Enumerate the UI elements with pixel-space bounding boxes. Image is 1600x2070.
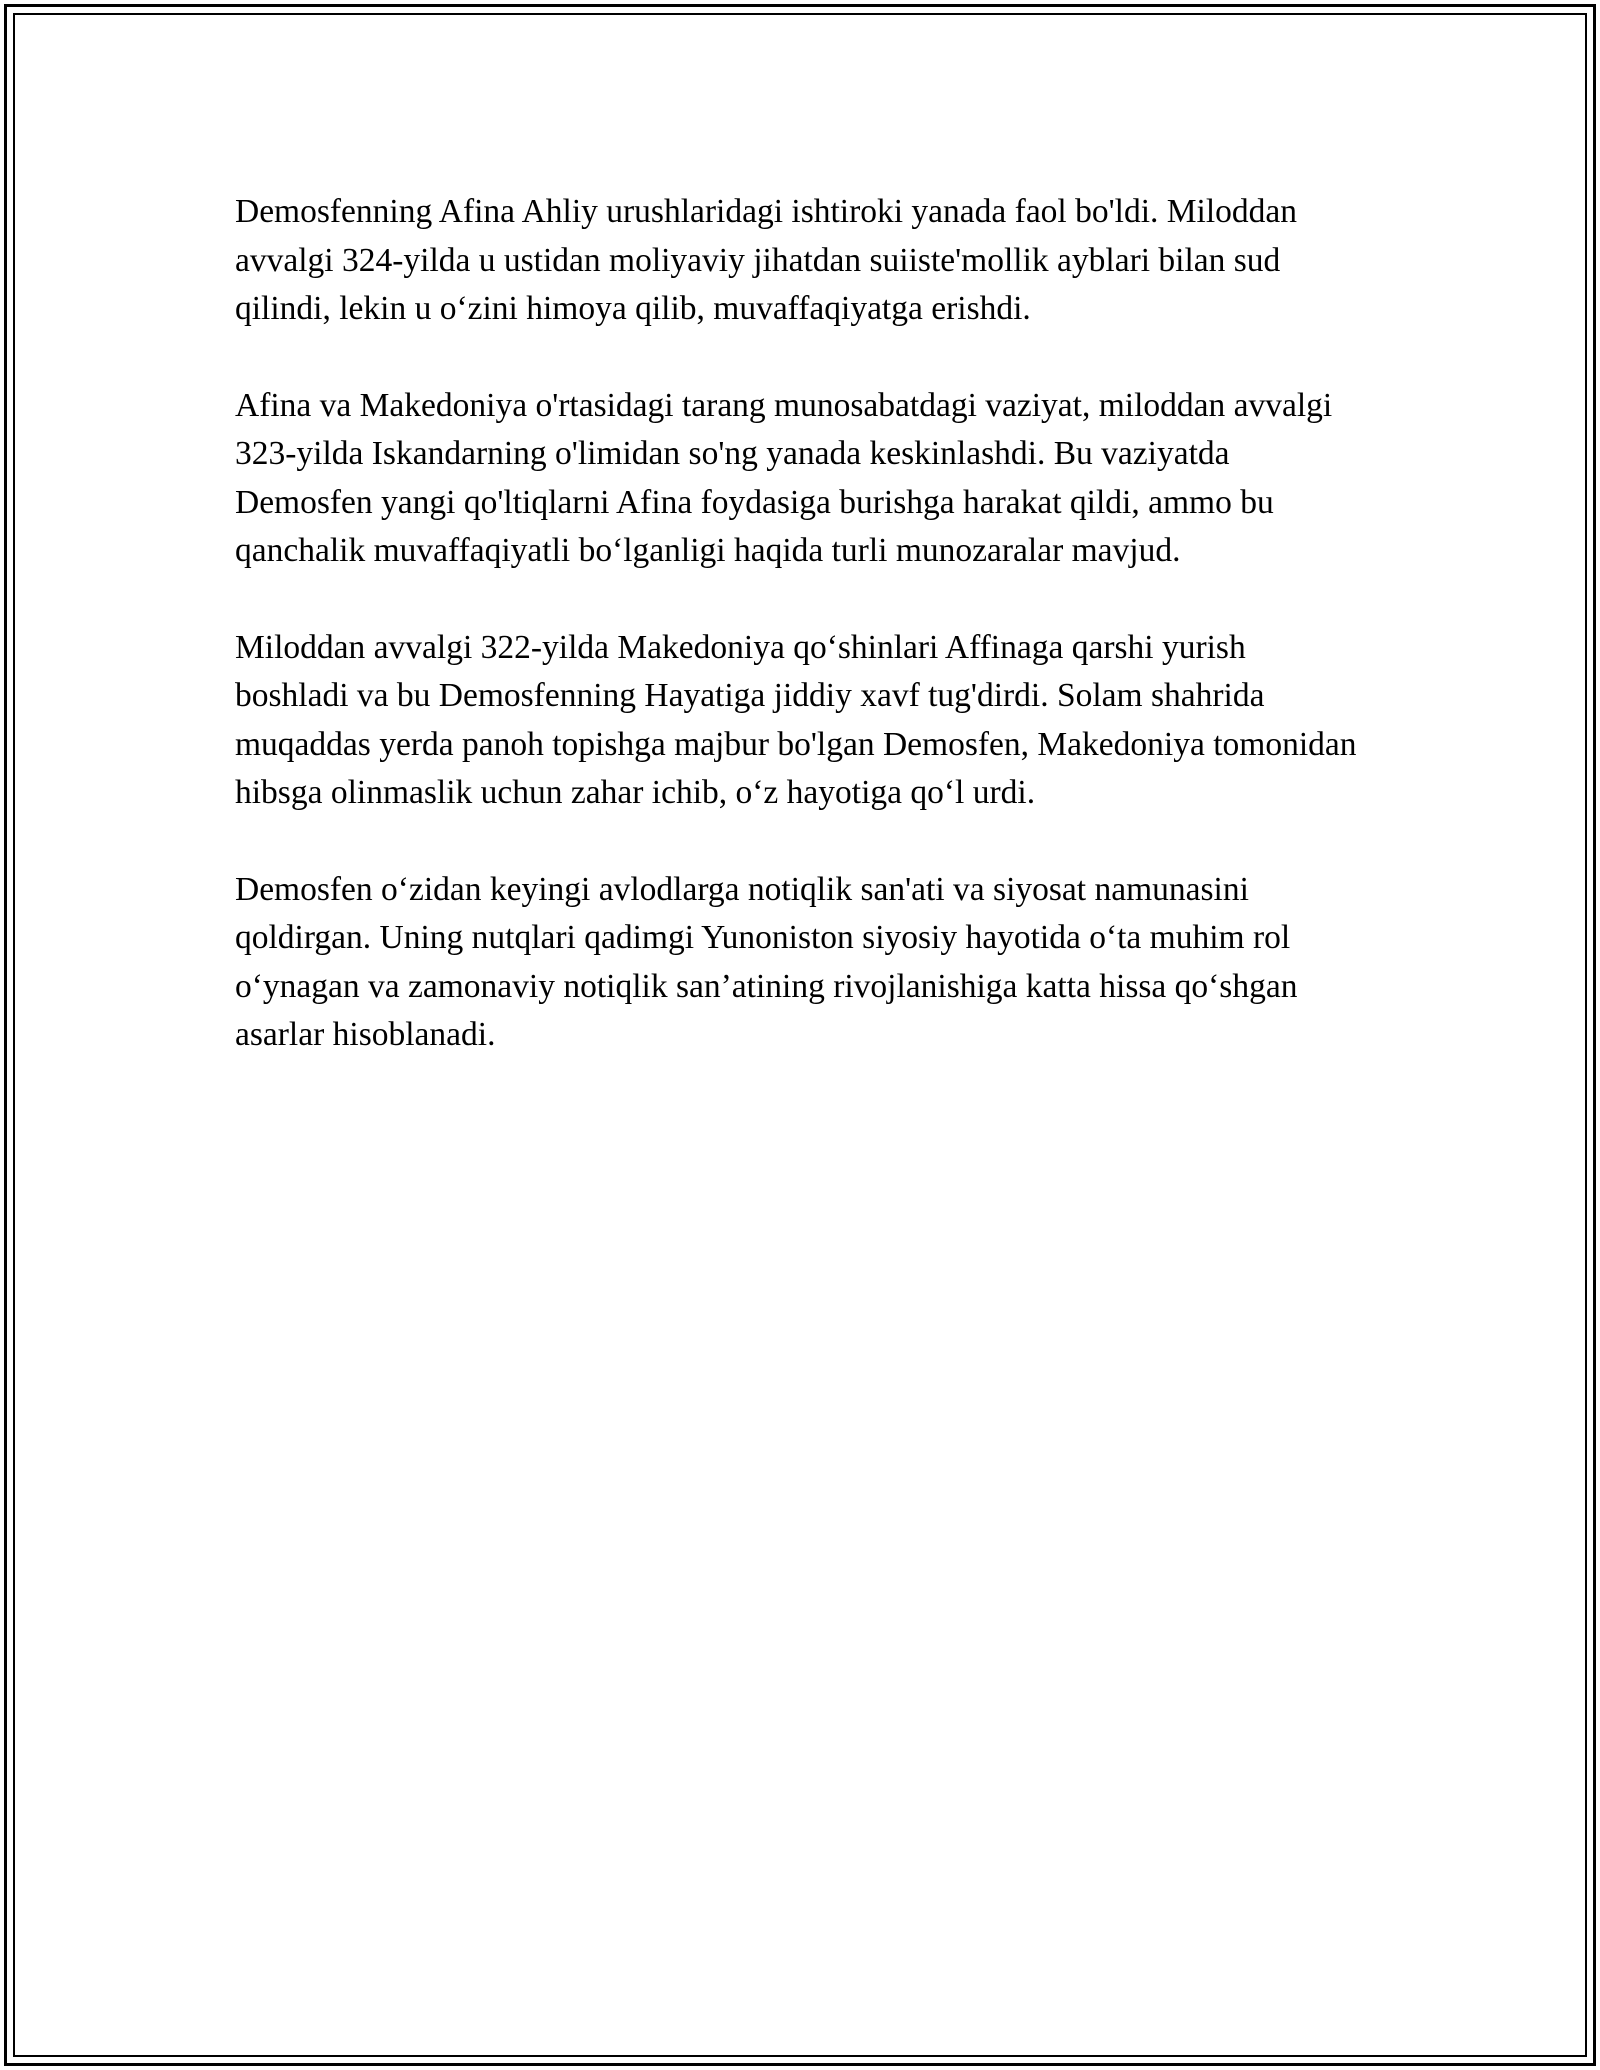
paragraph-2: Afina va Makedoniya o'rtasidagi tarang munosabatdagi vaziyat, miloddan avvalgi 323-yilda Iskandarning o'limidan so'ng yanada keskinlashdi. Bu vaziyatda Demosfen yangi qo'ltiqlarni Afina foydasiga burishga harakat qildi, ammo bu qanchalik muvaffaqiyatli bo‘lganligi haqida turli munozaralar mavjud. <box>235 386 1333 569</box>
document-body <box>235 188 1365 1108</box>
paragraph-3: Miloddan avvalgi 322-yilda Makedoniya qo‘shinlari Affinaga qarshi yurish boshladi va bu Demosfenning Hayatiga jiddiy xavf tug'dirdi. Solam shahrida muqaddas yerda panoh topishga majbur bo'lgan Demosfen, Makedoniya tomonidan hibsga olinmaslik uchun zahar ichib, o‘z hayotiga qo‘l urdi. <box>235 628 1357 811</box>
paragraph-4: Demosfen o‘zidan keyingi avlodlarga notiqlik san'ati va siyosat namunasini qoldirgan. Uning nutqlari qadimgi Yunoniston siyosiy hayotida o‘ta muhim rol o‘ynagan va zamonaviy notiqlik san’atining rivojlanishiga katta hissa qo‘shgan asarlar hisoblanadi. <box>235 870 1298 1053</box>
paragraph-1: Demosfenning Afina Ahliy urushlaridagi ishtiroki yanada faol bo'ldi. Miloddan avvalgi 324-yilda u ustidan moliyaviy jihatdan suiiste'mollik ayblari bilan sud qilindi, lekin u o‘zini himoya qilib, muvaffaqiyatga erishdi. <box>235 193 1298 327</box>
